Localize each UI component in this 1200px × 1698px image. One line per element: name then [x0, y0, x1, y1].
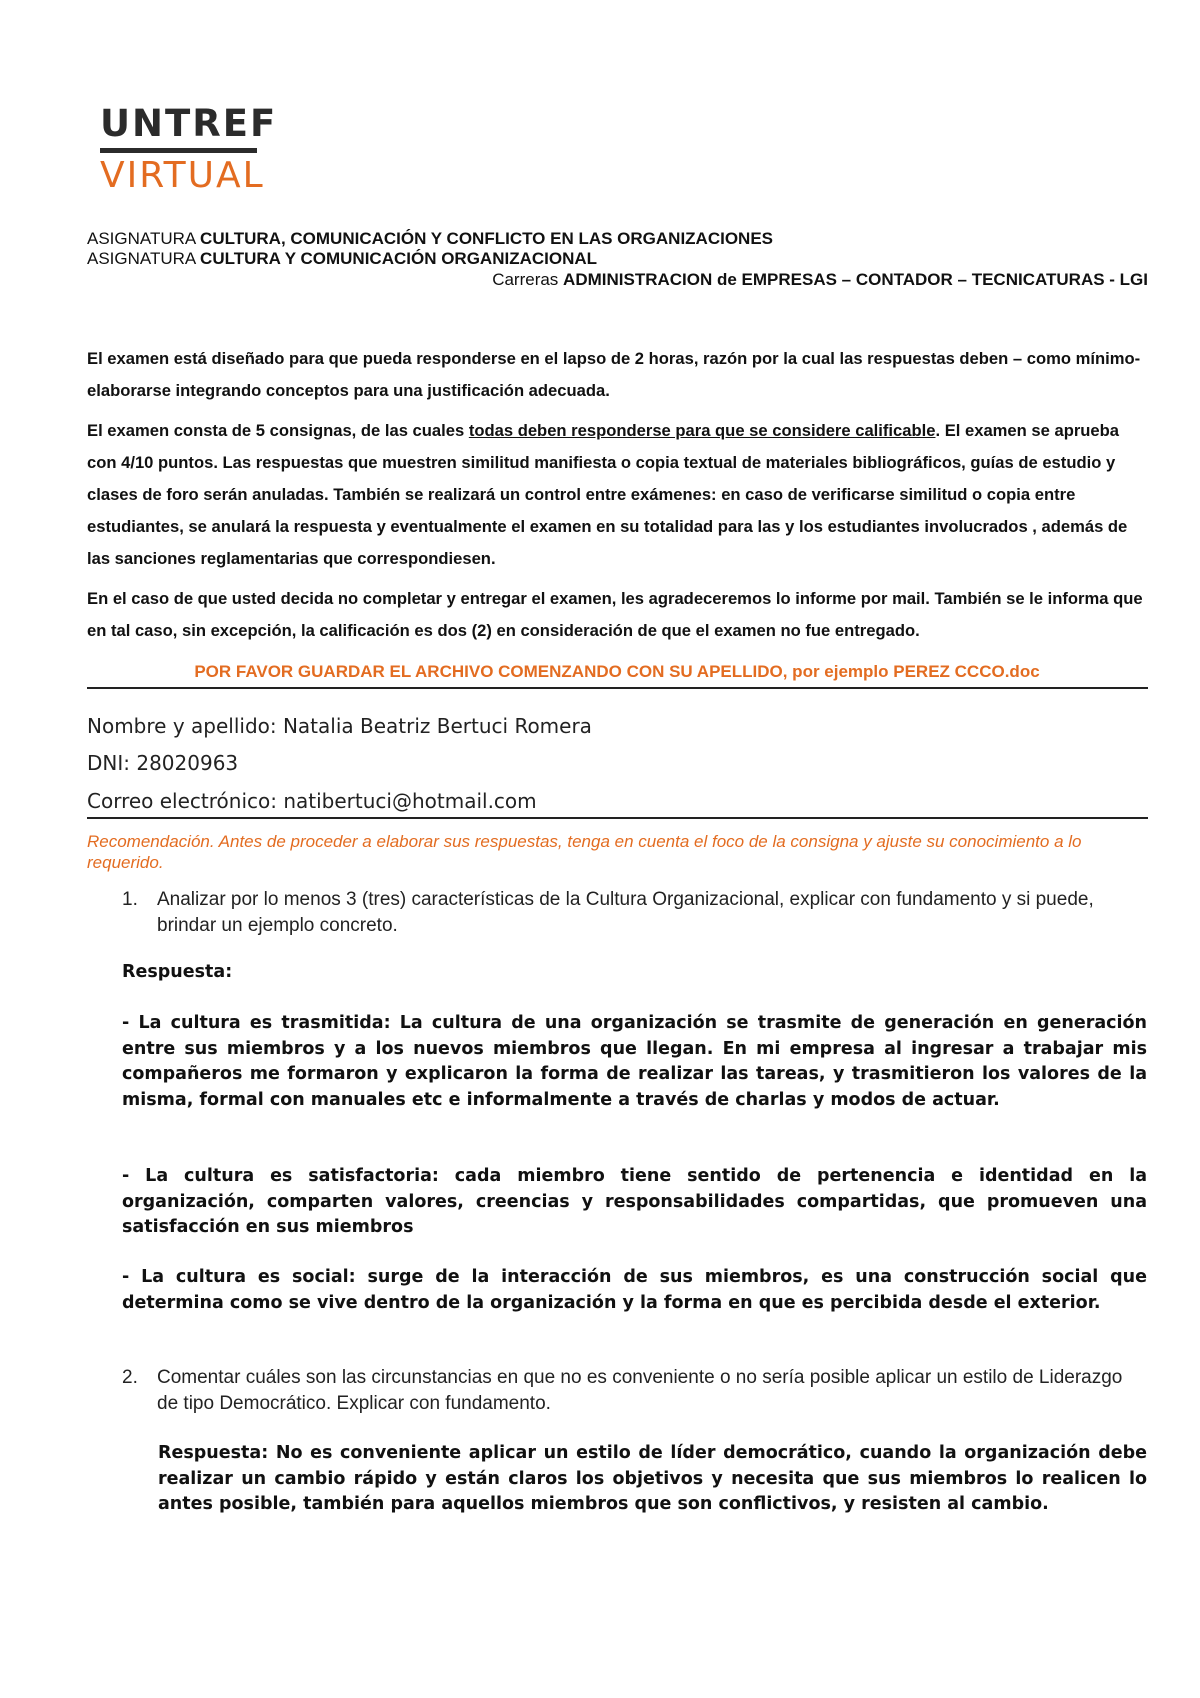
recommendation-note: Recomendación. Antes de proceder a elaborar sus respuestas, tenga en cuenta el foco de la consigna y ajuste su conocimiento a lo requerido.: [87, 832, 1082, 872]
subject-1-value: CULTURA, COMUNICACIÓN Y CONFLICTO EN LAS ORGANIZACIONES: [200, 229, 774, 248]
save-file-notice: POR FAVOR GUARDAR EL ARCHIVO COMENZANDO CON SU APELLIDO, por ejemplo PEREZ CCCO.doc: [194, 662, 1040, 681]
careers-prefix: Carreras: [492, 270, 564, 289]
answer-1-paragraph-3: - La cultura es social: surge de la interacción de sus miembros, es una construcción social que determina como se vive dentro de la organización y la forma en que es percibida desde el exterior.: [122, 1267, 1147, 1313]
answer-1-paragraph-1: - La cultura es trasmitida: La cultura de una organización se trasmite de generación en generación entre sus miembros y a los nuevos miembros que llegan. En mi empresa al ingresar a trabajar mis compañeros me formaron y explicaron la forma de realizar las tareas, y trasmitieron los valores de la misma, formal con manuales etc e informalmente a través de charlas y modos de actuar.: [122, 1013, 1147, 1110]
instructions-p2-start: El examen consta de 5 consignas, de las cuales: [87, 421, 469, 440]
student-name: Nombre y apellido: Natalia Beatriz Bertuci Romera: [87, 714, 592, 738]
student-dni: DNI: 28020963: [87, 751, 239, 775]
question-1-number: 1.: [122, 889, 138, 910]
answer-2: Respuesta: No es conveniente aplicar un estilo de líder democrático, cuando la organización debe realizar un cambio rápido y están claros los objetivos y necesita que sus miembros lo realicen lo antes posible, también para aquellos miembros que son conflictivos, y resisten al cambio.: [158, 1443, 1147, 1514]
subject-line-1: [87, 229, 773, 249]
divider-bottom: [87, 817, 1148, 819]
subject-1-prefix: ASIGNATURA: [87, 229, 201, 248]
answer-1-label: Respuesta:: [122, 962, 233, 982]
question-2-number: 2.: [122, 1367, 138, 1388]
logo-divider: [100, 148, 257, 153]
subject-2-value: CULTURA Y COMUNICACIÓN ORGANIZACIONAL: [200, 249, 598, 268]
answer-1-paragraph-2: - La cultura es satisfactoria: cada miembro tiene sentido de pertenencia e identidad en la organización, comparten valores, creencias y responsabilidades compartidas, que promueven una satisfacción en sus miembros: [122, 1166, 1147, 1237]
subject-line-2: [87, 249, 597, 269]
logo-untref: UNTREF: [100, 102, 278, 145]
instructions-paragraph-2: [87, 415, 1147, 575]
instructions-p2-end: . El examen se aprueba con 4/10 puntos. Las respuestas que muestren similitud manifiesta o copia textual de materiales bibliográficos, guías de estudio y clases de foro serán anuladas. También se realizará un control entre exámenes: en caso de verificarse similitud o copia entre estudiantes, se anulará la respuesta y eventualmente el examen en su totalidad para las y los estudiantes involucrados , además de las sanciones reglamentarias que correspondiesen.: [87, 421, 1128, 568]
careers-line: [492, 270, 1148, 290]
student-email: Correo electrónico: natibertuci@hotmail.com: [87, 789, 537, 813]
exam-instructions: [87, 343, 1147, 655]
question-1: [122, 887, 1147, 939]
question-1-text: Analizar por lo menos 3 (tres) características de la Cultura Organizacional, explicar con fundamento y si puede, brindar un ejemplo concreto.: [157, 889, 1094, 936]
careers-value: ADMINISTRACION de EMPRESAS – CONTADOR – TECNICATURAS - LGI: [563, 270, 1148, 289]
instructions-p2-underlined: todas deben responderse para que se considere calificable: [468, 421, 936, 440]
logo-virtual: VIRTUAL: [100, 155, 265, 196]
instructions-paragraph-3: En el caso de que usted decida no completar y entregar el examen, les agradeceremos lo informe por mail. También se le informa que en tal caso, sin excepción, la calificación es dos (2) en consideración de que el examen no fue entregado.: [87, 589, 1143, 640]
untref-virtual-logo: [100, 102, 278, 197]
subject-2-prefix: ASIGNATURA: [87, 249, 201, 268]
question-2: [122, 1365, 1147, 1417]
question-2-text: Comentar cuáles son las circunstancias en que no es conveniente o no sería posible aplicar un estilo de Liderazgo de tipo Democrático. Explicar con fundamento.: [157, 1367, 1123, 1414]
instructions-paragraph-1: El examen está diseñado para que pueda responderse en el lapso de 2 horas, razón por la cual las respuestas deben – como mínimo- elaborarse integrando conceptos para una justificación adecuada.: [87, 349, 1141, 400]
divider-top: [87, 687, 1148, 689]
